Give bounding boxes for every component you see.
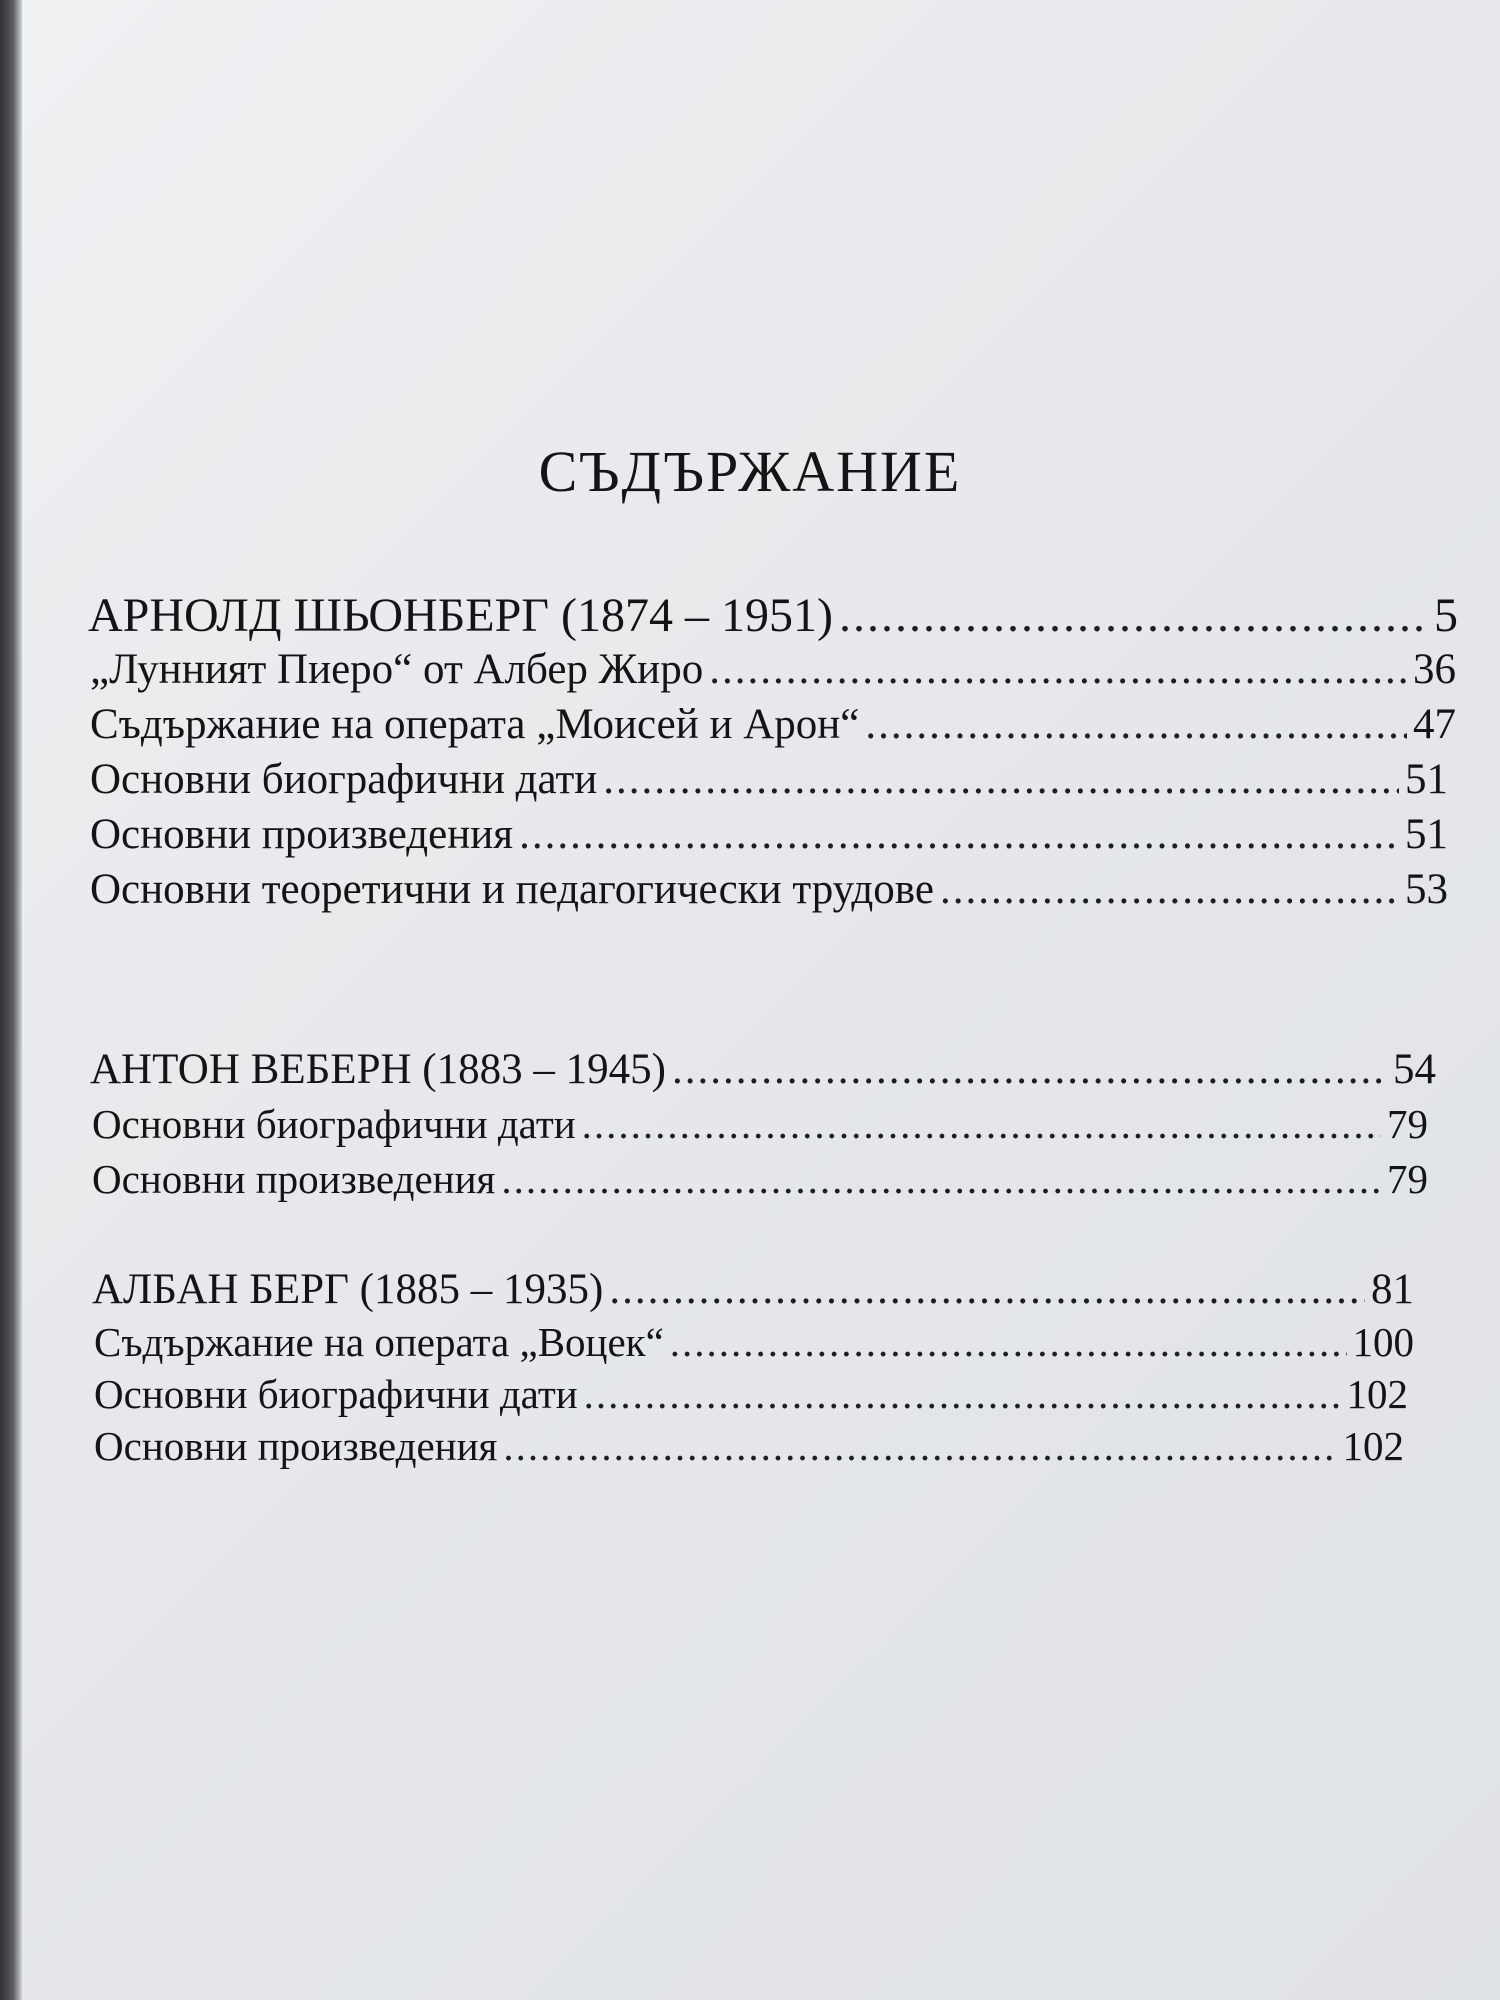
dot-leader [672, 1045, 1387, 1094]
toc-entry-label: Основни биографични дати [90, 756, 598, 803]
dot-leader [839, 588, 1428, 643]
toc-entry-label: Основни произведения [90, 811, 514, 858]
toc-page-number: 54 [1393, 1046, 1436, 1093]
toc-entry [90, 645, 1456, 694]
toc-page-number: 47 [1413, 701, 1456, 748]
toc-entry [94, 1422, 1404, 1470]
toc-page-number: 81 [1371, 1266, 1414, 1313]
dot-leader [582, 1100, 1381, 1148]
dot-leader [584, 1370, 1341, 1418]
dot-leader [670, 1318, 1347, 1366]
dot-leader [519, 810, 1399, 859]
toc-entry [90, 700, 1456, 749]
toc-page-number: 79 [1387, 1156, 1428, 1202]
toc-entry-label: АРНОЛД ШЬОНБЕРГ (1874 – 1951) [88, 589, 834, 642]
dot-leader [940, 865, 1399, 914]
toc-entry-label: Основни биографични дати [92, 1101, 576, 1147]
toc-entry [94, 1318, 1414, 1366]
toc-page-number: 79 [1387, 1101, 1428, 1147]
toc-page-number: 36 [1413, 646, 1456, 693]
toc-entry [90, 755, 1448, 804]
toc-page-number: 102 [1342, 1423, 1404, 1469]
toc-entry [94, 1370, 1408, 1418]
toc-entry-label: Основни произведения [94, 1423, 498, 1469]
toc-page-number: 51 [1405, 811, 1448, 858]
toc-entry-label: Съдържание на операта „Моисей и Арон“ [90, 701, 860, 748]
toc-author-entry [90, 1045, 1436, 1094]
toc-entry-label: Основни произведения [92, 1156, 496, 1202]
toc-entry [92, 1155, 1428, 1203]
toc-page-number: 5 [1434, 589, 1458, 642]
toc-entry-label: Съдържание на операта „Воцек“ [94, 1319, 664, 1365]
toc-entry [92, 1100, 1428, 1148]
toc-author-entry [92, 1265, 1414, 1314]
toc-entry-label: АЛБАН БЕРГ (1885 – 1935) [92, 1266, 604, 1313]
toc-entry-label: Основни теоретични и педагогически трудове [90, 866, 934, 913]
toc-entry-label: „Лунният Пиеро“ от Албер Жиро [90, 646, 704, 693]
dot-leader [503, 1422, 1336, 1470]
toc-page-number: 51 [1405, 756, 1448, 803]
dot-leader [501, 1155, 1381, 1203]
dot-leader [709, 645, 1407, 694]
dot-leader [609, 1265, 1365, 1314]
toc-author-entry [88, 588, 1458, 643]
toc-entry [90, 810, 1448, 859]
toc-page-number: 102 [1346, 1371, 1408, 1417]
toc-entry-label: Основни биографични дати [94, 1371, 578, 1417]
page-title: СЪДЪРЖАНИЕ [538, 439, 962, 504]
toc-entry-label: АНТОН ВЕБЕРН (1883 – 1945) [90, 1046, 666, 1093]
toc-page-number: 53 [1405, 866, 1448, 913]
dot-leader [865, 700, 1407, 749]
toc-entry [90, 865, 1448, 914]
dot-leader [603, 755, 1399, 804]
toc-page-number: 100 [1352, 1319, 1414, 1365]
